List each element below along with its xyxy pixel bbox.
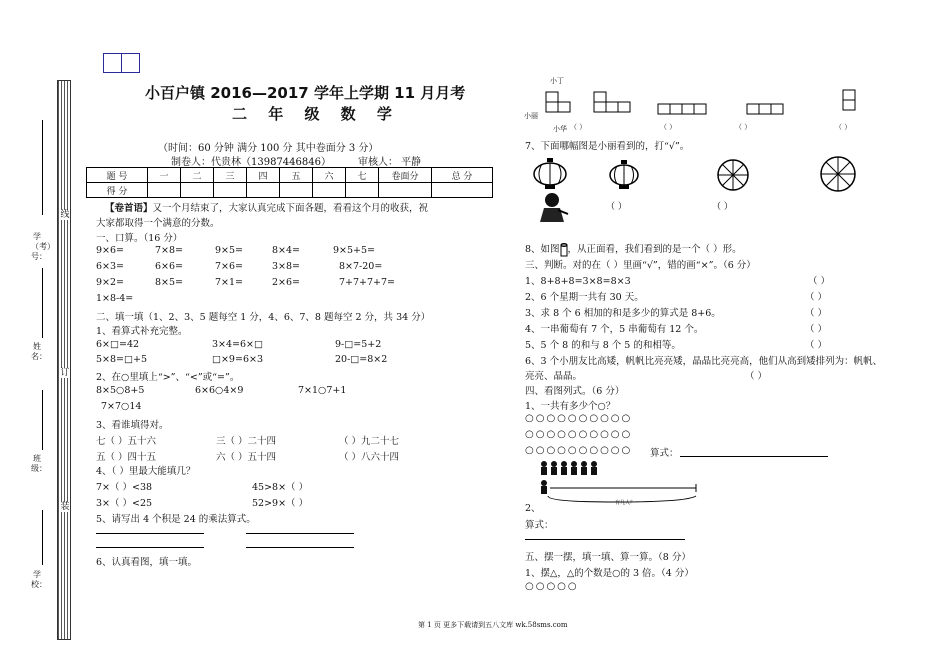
table-item: （ ）九二十七 xyxy=(339,436,400,447)
judge-paren[interactable]: （ ） xyxy=(805,292,828,303)
question-4: 4、（ ）里最大能填几？ xyxy=(96,466,196,477)
answer-line[interactable] xyxy=(246,547,354,548)
fill-item: 5×8=□+5 xyxy=(96,354,147,365)
strip-mark-line: 线 xyxy=(60,210,70,220)
section-5-title: 五、摆一摆，填一填、算一算。（8 分） xyxy=(525,552,691,563)
max-fill-item: 3×（ ）<25 xyxy=(96,498,153,509)
author-info: 制卷人：代贵林（13987446846） xyxy=(171,157,331,168)
choice-paren[interactable]: （ ） xyxy=(570,123,587,131)
score-cell: 五 xyxy=(280,168,313,183)
score-input-cell[interactable] xyxy=(214,183,247,198)
question-1: 1、看算式补充完整。 xyxy=(96,326,188,337)
score-input-cell[interactable] xyxy=(148,183,181,198)
judge-item: 3、求 8 个 6 相加的和是多少的算式是 8+6。 xyxy=(525,308,721,319)
table-item: 七（ ）五十六 xyxy=(96,436,157,447)
q7-paren[interactable]: （ ） xyxy=(606,202,627,212)
header-box-left xyxy=(103,53,122,73)
reviewer-info: 审核人： 平静 xyxy=(358,157,422,168)
score-cell: 卷面分 xyxy=(379,168,432,183)
judge-paren[interactable]: （ ） xyxy=(805,340,828,351)
header-box-right xyxy=(121,53,140,73)
max-fill-item: 52>9×（ ） xyxy=(252,498,309,509)
name-label: 姓名： xyxy=(31,342,47,361)
fill-item: 20-□=8×2 xyxy=(335,354,388,365)
answer-line[interactable] xyxy=(96,533,204,534)
score-input-cell[interactable] xyxy=(346,183,379,198)
section-1-title: 一、口算。（16 分） xyxy=(96,233,183,244)
score-input-cell[interactable] xyxy=(313,183,346,198)
score-cell: 七 xyxy=(346,168,379,183)
answer-line[interactable] xyxy=(246,533,354,534)
small-circle-row: ○○○○○ xyxy=(525,581,579,592)
question-8-end: ，从正面看，我们看到的是一个（ ）形。 xyxy=(567,244,742,255)
intro-bold: 【卷首语】 xyxy=(105,203,153,214)
name-line xyxy=(42,268,43,338)
view-blocks-figures xyxy=(540,84,870,124)
fig-label-xiaohua: 小华 xyxy=(553,125,567,133)
binding-strip xyxy=(57,80,71,640)
score-input-cell[interactable] xyxy=(181,183,214,198)
score-input-cell[interactable] xyxy=(247,183,280,198)
calc-item: 8×7-20= xyxy=(339,261,383,272)
q7-paren[interactable]: （ ） xyxy=(712,202,733,212)
lantern-icon xyxy=(607,160,641,190)
score-cell: 题 号 xyxy=(87,168,148,183)
calc-item: 7+7+7+7= xyxy=(339,277,396,288)
school-line xyxy=(42,510,43,565)
max-fill-item: 7×（ ）<38 xyxy=(96,482,153,493)
exam-subtitle: 二 年 级 数 学 xyxy=(232,105,400,123)
judge-paren[interactable]: （ ） xyxy=(805,324,828,335)
cylinder-icon xyxy=(560,243,568,257)
fill-item: 3×4=6×□ xyxy=(212,339,263,350)
choice-paren[interactable]: （ ） xyxy=(835,123,852,131)
judge-paren[interactable]: （ ） xyxy=(745,371,768,382)
calc-item: 9×6= xyxy=(96,245,125,256)
question-8-start: 8、如图 xyxy=(525,244,560,255)
circle-row: ○○○○○○○○○○ xyxy=(525,445,633,456)
strip-mark-bind: 装 xyxy=(60,502,70,512)
section-2-title: 二、填一填（1、2、3、5 题每空 1 分，4、6、7、8 题每空 2 分，共 34 分） xyxy=(96,312,431,323)
calc-item: 3×8= xyxy=(272,261,301,272)
student-id-label: 学（考）号： xyxy=(31,232,55,261)
page-footer: 第 1 页 更多下载请到五八文库 wk.58sms.com xyxy=(418,621,568,629)
student-id-line xyxy=(42,120,43,215)
score-input-cell[interactable] xyxy=(280,183,313,198)
calc-item: 7×1= xyxy=(215,277,244,288)
time-info: （时间：60 分钟 满分 100 分 其中卷面分 3 分） xyxy=(158,143,379,154)
table-item: 三（ ）二十四 xyxy=(216,436,277,447)
calc-item: 7×6= xyxy=(215,261,244,272)
score-cell: 四 xyxy=(247,168,280,183)
score-cell: 三 xyxy=(214,168,247,183)
calc-item: 9×2= xyxy=(96,277,125,288)
score-table-score-row xyxy=(87,183,493,198)
judge-item: 6、3 个小朋友比高矮，帆帆比亮亮矮，晶晶比亮亮高，他们从高到矮排列为：帆帆、 xyxy=(525,356,883,367)
section-3-title: 三、判断。对的在（ ）里画“√”，错的画“×”。（6 分） xyxy=(525,260,756,271)
question-7: 7、下面哪幅图是小丽看到的，打“√”。 xyxy=(525,141,690,152)
s5-question-1: 1、摆△，△的个数是○的 3 倍。（4 分） xyxy=(525,568,694,579)
choice-paren[interactable]: （ ） xyxy=(735,123,752,131)
fill-item: 9-□=5+2 xyxy=(335,339,382,350)
calc-item: 6×6= xyxy=(155,261,184,272)
calc-item: 8×4= xyxy=(272,245,301,256)
section-4-title: 四、看图列式。（6 分） xyxy=(525,386,625,397)
question-5: 5、请写出 4 个积是 24 的乘法算式。 xyxy=(96,514,256,525)
score-input-cell[interactable] xyxy=(379,183,432,198)
calc-item: 6×3= xyxy=(96,261,125,272)
brace-label: 有几人？ xyxy=(615,500,636,506)
compare-item: 7×1○7+1 xyxy=(298,385,347,396)
formula-label: 算式： xyxy=(650,448,679,459)
formula2-answer-line[interactable] xyxy=(525,539,685,540)
compare-item: 7×7○14 xyxy=(101,401,142,412)
score-input-cell[interactable] xyxy=(432,183,493,198)
calc-item: 8×5= xyxy=(155,277,184,288)
s4-question-1: 1、一共有多少个○？ xyxy=(525,401,616,412)
score-cell: 二 xyxy=(181,168,214,183)
intro-line-2: 大家都取得一个满意的分数。 xyxy=(96,218,220,229)
judge-item: 5、5 个 8 的和与 8 个 5 的和相等。 xyxy=(525,340,681,351)
class-line xyxy=(42,390,43,450)
choice-paren[interactable]: （ ） xyxy=(660,123,677,131)
exam-title: 小百户镇 2016—2017 学年上学期 11 月月考 xyxy=(145,84,466,102)
judge-item: 1、8+8+8=3×8=8×3 xyxy=(525,276,631,287)
question-6: 6、认真看图，填一填。 xyxy=(96,557,198,568)
formula-answer-line[interactable] xyxy=(680,456,828,457)
formula2-label: 算式： xyxy=(525,520,554,531)
people-line-figure xyxy=(526,458,701,508)
compare-item: 6×6○4×9 xyxy=(195,385,244,396)
calc-item: 9×5+5= xyxy=(333,245,376,256)
circle-row: ○○○○○○○○○○ xyxy=(525,429,633,440)
table-item: 六（ ）五十四 xyxy=(216,452,277,463)
s4-question-2: 2、 xyxy=(525,503,541,514)
score-cell: 一 xyxy=(148,168,181,183)
fill-item: □×9=6×3 xyxy=(212,354,263,365)
intro-line-1: 又一个月结束了，大家认真完成下面各题，看看这个月的收获，祝 xyxy=(152,203,429,214)
circle-row: ○○○○○○○○○○ xyxy=(525,413,633,424)
judge-paren[interactable]: （ ） xyxy=(808,276,831,287)
score-cell: 总 分 xyxy=(432,168,493,183)
max-fill-item: 45>8×（ ） xyxy=(252,482,309,493)
fig-label-xiaoding: 小丁 xyxy=(550,77,564,85)
fig-label-xiaoli: 小丽 xyxy=(524,112,538,120)
table-item: （ ）八六十四 xyxy=(339,452,400,463)
compare-item: 8×5○8+5 xyxy=(96,385,145,396)
class-label: 班级： xyxy=(31,454,47,473)
question-3: 3、看谁填得对。 xyxy=(96,420,169,431)
calc-item: 2×6= xyxy=(272,277,301,288)
fill-item: 6×□=42 xyxy=(96,339,140,350)
score-cell: 得 分 xyxy=(87,183,148,198)
wheel-icon xyxy=(716,158,750,192)
wheel-icon xyxy=(818,154,858,194)
strip-mark-order: 订 xyxy=(60,368,70,378)
calc-item: 1×8-4= xyxy=(96,293,134,304)
score-table-header-row xyxy=(87,168,493,183)
lantern-icon xyxy=(530,158,570,190)
score-cell: 六 xyxy=(313,168,346,183)
girl-looking-icon xyxy=(536,190,570,224)
judge-item: 2、6 个星期一共有 30 天。 xyxy=(525,292,644,303)
calc-item: 9×5= xyxy=(215,245,244,256)
answer-line[interactable] xyxy=(96,547,204,548)
calc-item: 7×8= xyxy=(155,245,184,256)
judge-item: 4、一串葡萄有 7 个，5 串葡萄有 12 个。 xyxy=(525,324,704,335)
judge-paren[interactable]: （ ） xyxy=(805,308,828,319)
score-table xyxy=(86,167,493,198)
judge-item-cont: 亮亮、晶晶。 xyxy=(525,371,583,382)
question-2: 2、在○里填上“>”、“<”或“=”。 xyxy=(96,372,240,383)
school-label: 学校： xyxy=(31,570,47,589)
table-item: 五（ ）四十五 xyxy=(96,452,157,463)
